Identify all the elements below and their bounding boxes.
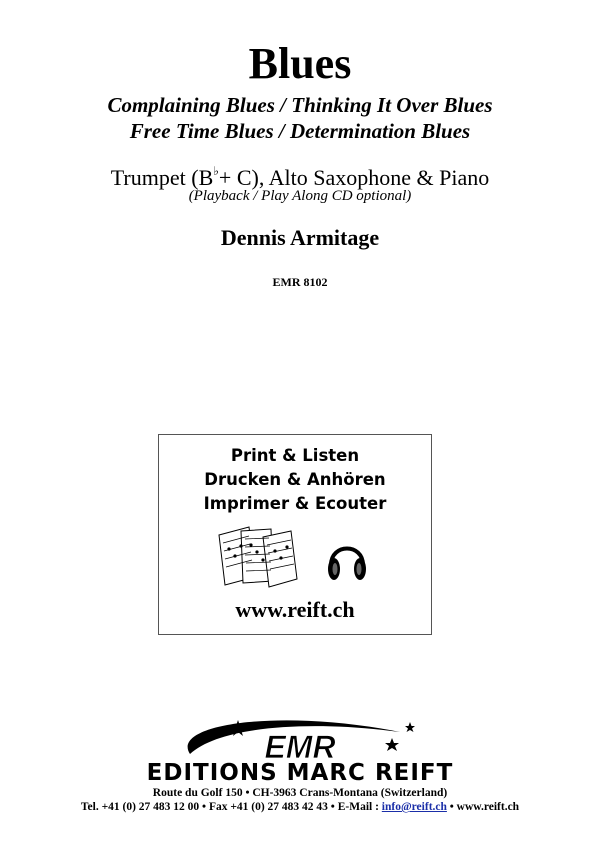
promo-line-french: Imprimer & Ecouter (203, 494, 387, 513)
sheet-music-icon (215, 525, 299, 589)
headphones-icon (325, 535, 369, 583)
page-title: Blues (248, 39, 352, 88)
emr-logo (160, 714, 430, 762)
subtitle-line-1: Complaining Blues / Thinking It Over Blues (107, 93, 493, 117)
instrumentation-start: Trumpet (B (110, 165, 214, 190)
subtitle-line-2: Free Time Blues / Determination Blues (129, 119, 471, 143)
promo-line-english: Print & Listen (230, 446, 360, 465)
email-link[interactable]: info@reift.ch (381, 801, 447, 813)
contact-phone-fax: Tel. +41 (0) 27 483 12 00 • Fax +41 (0) 27 483 42 43 • E-Mail : (80, 801, 382, 813)
publisher-address: Route du Golf 150 • CH-3963 Crans-Montana (Switzerland) (152, 787, 448, 799)
publisher-wordmark: EDITIONS MARC REIFT (146, 760, 454, 786)
publisher-contact (0, 800, 600, 815)
website-url[interactable]: www.reift.ch (235, 597, 355, 622)
promo-line-german: Drucken & Anhören (204, 470, 386, 489)
logo-text: EMR (264, 729, 336, 762)
playback-note: (Playback / Play Along CD optional) (188, 188, 412, 204)
catalog-number: EMR 8102 (272, 275, 328, 289)
print-listen-box (158, 434, 432, 635)
contact-website: • www.reift.ch (446, 801, 520, 813)
instrumentation-end: + C), Alto Saxophone & Piano (218, 165, 490, 190)
flat-symbol: ♭ (213, 164, 219, 178)
composer-name: Dennis Armitage (220, 225, 380, 250)
